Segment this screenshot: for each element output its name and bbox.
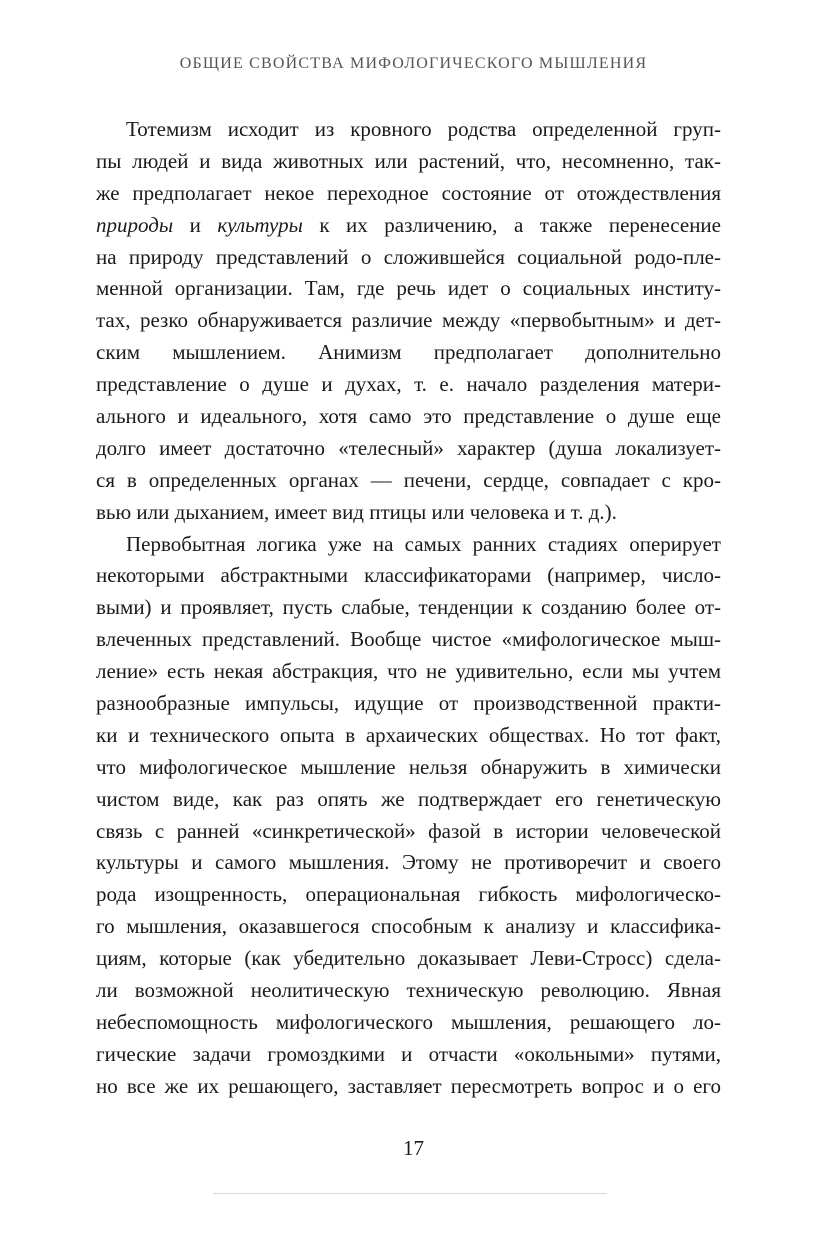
text-line: циям, которые (как убедительно доказывает Леви-Стросс) сдела- (96, 946, 721, 971)
text-line: ки и технического опыта в архаических обществах. Но тот факт, (96, 722, 721, 747)
bottom-divider (213, 1193, 607, 1194)
text-line: чистом виде, как раз опять же подтверждает его генетическую (96, 786, 721, 811)
text-line: небеспомощность мифологического мышления, решающего ло- (96, 1009, 721, 1034)
text-line: ление» есть некая абстракция, что не удивительно, если мы учтем (96, 659, 721, 684)
text-line: что мифологическое мышление нельзя обнаружить в химически (96, 754, 721, 779)
text-line: Первобытная логика уже на самых ранних стадиях оперирует (126, 531, 721, 556)
text-line: ским мышлением. Анимизм предполагает дополнительно (96, 340, 721, 365)
text-line: долго имеет достаточно «телесный» характер (душа локализует- (96, 435, 721, 460)
text-line: культуры и самого мышления. Этому не противоречит и своего (96, 850, 721, 875)
text-line: разнообразные импульсы, идущие от производственной практи- (96, 691, 721, 716)
text-line: выми) и проявляет, пусть слабые, тенденции к созданию более от- (96, 595, 721, 620)
paragraph-1 (96, 114, 721, 529)
text-line (96, 210, 721, 242)
text-line: тах, резко обнаруживается различие между «первобытным» и дет- (96, 308, 721, 333)
text-line: же предполагает некое переходное состояние от отождествления (96, 180, 721, 205)
text-line: влеченных представлений. Вообще чистое «мифологическое мыш- (96, 627, 721, 652)
text-line: представление о душе и духах, т. е. начало разделения матери- (96, 372, 721, 397)
page-number: 17 (403, 1136, 424, 1160)
text-line: пы людей и вида животных или растений, что, несомненно, так- (96, 148, 721, 173)
text-line: гические задачи громоздкими и отчасти «окольными» путями, (96, 1041, 721, 1066)
text-line: рода изощренность, операциональная гибкость мифологическо- (96, 882, 721, 907)
body-text (96, 114, 721, 1103)
text-line: связь с ранней «синкретической» фазой в истории человеческой (96, 818, 721, 843)
text-line: го мышления, оказавшегося способным к анализу и классифика- (96, 914, 721, 939)
text-line: ли возможной неолитическую техническую революцию. Явная (96, 978, 721, 1003)
paragraph-2 (96, 529, 721, 1103)
text-span: и (173, 212, 218, 237)
italic-word: природы (96, 212, 174, 237)
text-line: ального и идеального, хотя само это представление о душе еще (96, 404, 721, 429)
text-line: на природу представлений о сложившейся социальной родо-пле- (96, 244, 721, 269)
text-line: вью или дыханием, имеет вид птицы или человека и т. д.). (96, 499, 617, 524)
text-line: некоторыми абстрактными классификаторами (например, число- (96, 563, 721, 588)
text-line: менной организации. Там, где речь идет о социальных институ- (96, 276, 721, 301)
text-line: но все же их решающего, заставляет пересмотреть вопрос и о его (96, 1073, 721, 1098)
italic-word: культуры (217, 212, 303, 237)
text-span: к их различению, а также перенесение (302, 212, 721, 237)
running-head: ОБЩИЕ СВОЙСТВА МИФОЛОГИЧЕСКОГО МЫШЛЕНИЯ (179, 55, 648, 72)
text-line: Тотемизм исходит из кровного родства определенной груп- (126, 117, 721, 141)
text-line: ся в определенных органах — печени, сердце, совпадает с кро- (96, 467, 721, 492)
